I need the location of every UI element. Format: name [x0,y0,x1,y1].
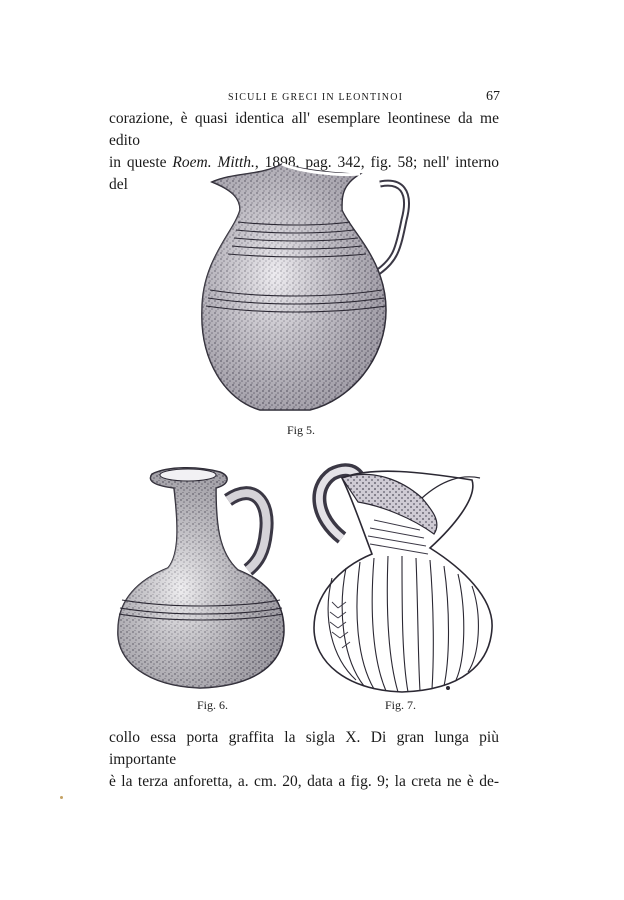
text-run: è la terza anforetta, a. cm. 20, data a fig. 9; la creta ne è de- [109,773,499,790]
jug-illustration-fig5 [190,150,420,420]
running-head [110,89,500,108]
figure-7-caption: Fig. 7. [385,698,417,712]
text-run: collo essa porta graffita la sigla X. Di gran lunga più importante [109,729,499,768]
bottom-paragraph [109,727,499,793]
figure-5-caption: Fig 5. [287,423,316,437]
figure-6-caption: Fig. 6. [197,698,229,712]
jug-illustration-fig6 [108,462,298,694]
text-line [109,108,499,152]
jug-illustration-fig7 [302,458,502,698]
text-line [109,727,499,771]
text-run: , 1898, pag. 342, fig. 58; nell' interno del [109,154,499,193]
text-run: in queste [109,154,173,171]
page-number: 67 [486,89,500,104]
text-run: corazione, è quasi identica all' esemplare leontinese da me edito [109,110,499,149]
text-line [109,771,499,793]
running-head-title: SICULI E GRECI IN LEONTINOI [228,92,404,103]
paper-speck [60,796,63,799]
italic-text: Roem. Mitth. [172,154,255,171]
